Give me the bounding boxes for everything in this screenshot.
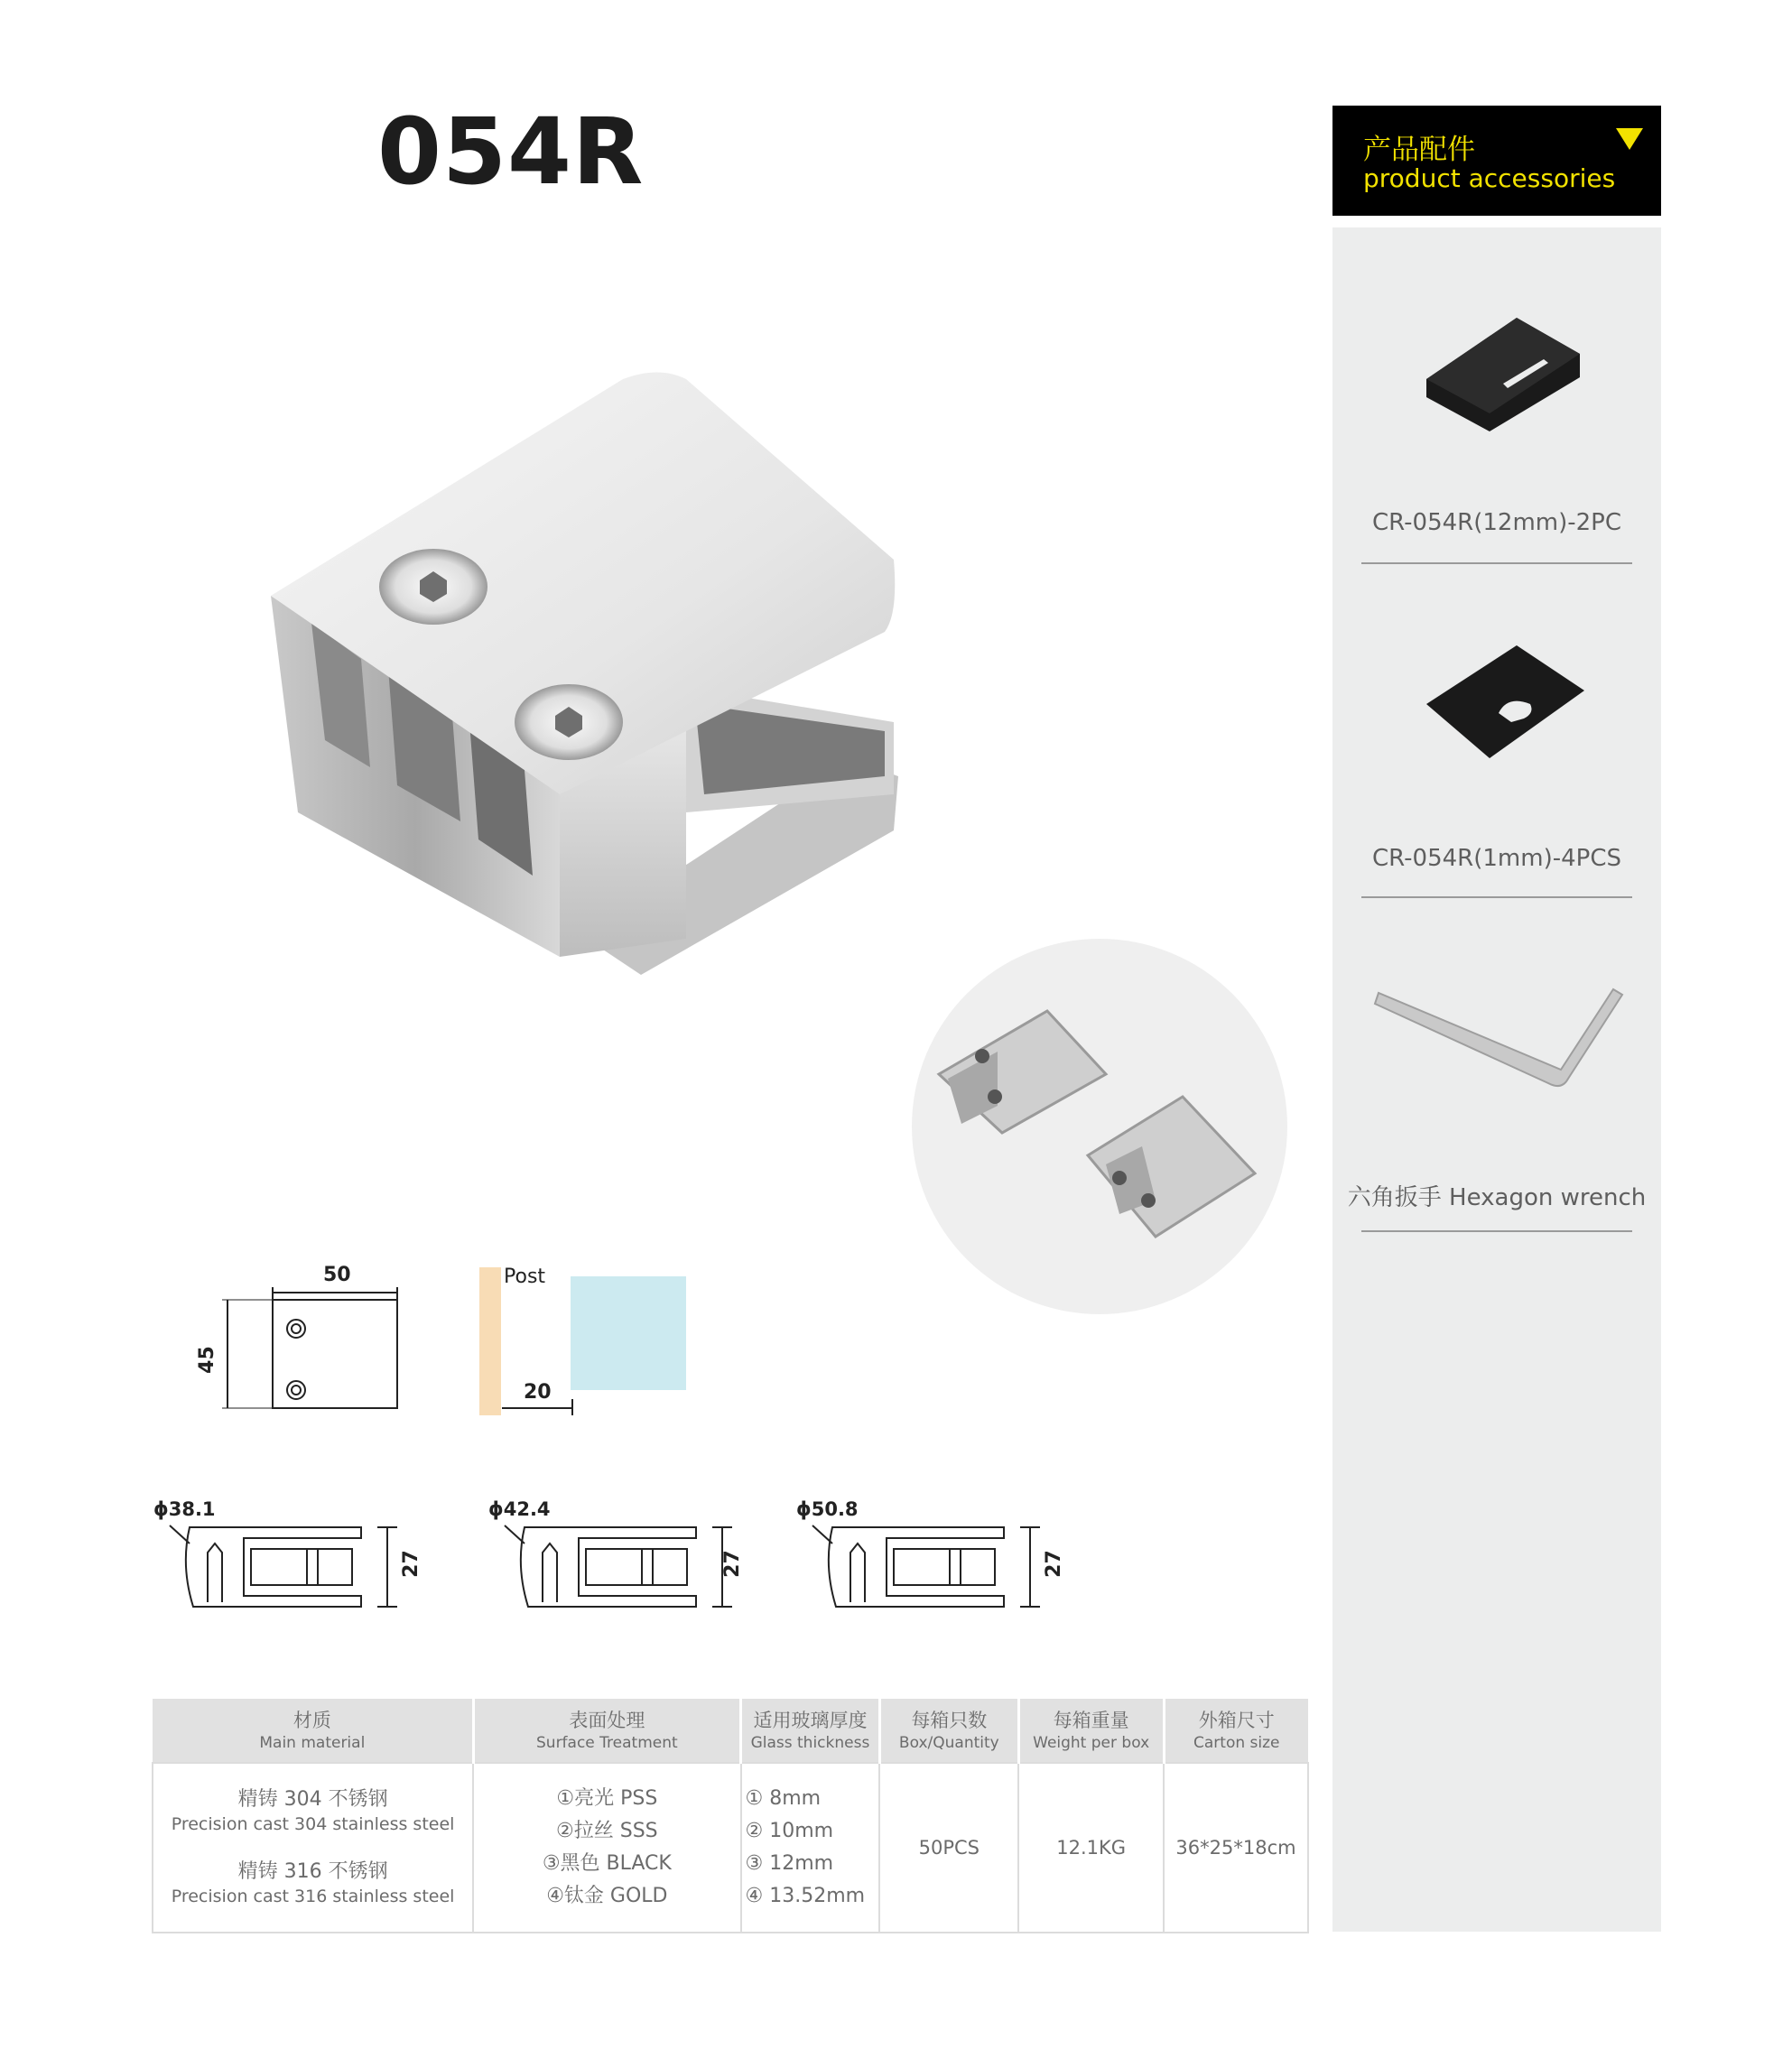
- pipe-section-drawing-1: [153, 1516, 406, 1616]
- accessory-label-3: 六角扳手 Hexagon wrench: [1347, 1184, 1647, 1211]
- header-carton-size: 外箱尺寸 Carton size: [1164, 1699, 1308, 1763]
- pipe-depth-label-3: 27: [1042, 1550, 1065, 1578]
- header-weight: 每箱重量 Weight per box: [1018, 1699, 1164, 1763]
- accessory-label-2: CR-054R(1mm)-4PCS: [1372, 845, 1621, 872]
- height-dimension-label: 45: [195, 1346, 218, 1374]
- clamp-insert-parts-image: [912, 939, 1287, 1314]
- header-box-quantity: 每箱只数 Box/Quantity: [879, 1699, 1018, 1763]
- header-surface: 表面处理 Surface Treatment: [473, 1699, 740, 1763]
- offset-dimension-label: 20: [524, 1381, 552, 1404]
- thin-gasket-icon: [1417, 632, 1589, 776]
- cell-material: 精铸 304 不锈钢 Precision cast 304 stainless steel 精铸 316 不锈钢 Precision cast 316 stainless steel: [153, 1763, 473, 1933]
- cell-weight: 12.1KG: [1018, 1763, 1164, 1933]
- pipe-diameter-label-3: ϕ50.8: [796, 1498, 859, 1520]
- accessories-title-cn: 产品配件: [1363, 134, 1475, 166]
- pipe-section-drawing-2: [488, 1516, 741, 1616]
- pipe-diameter-label-2: ϕ42.4: [488, 1498, 551, 1520]
- accessory-divider-2: [1361, 896, 1632, 898]
- cell-glass-thickness: ① 8mm ② 10mm ③ 12mm ④ 13.52mm: [741, 1763, 880, 1933]
- triangle-down-icon: [1616, 128, 1643, 150]
- width-dimension-label: 50: [323, 1264, 351, 1286]
- header-material: 材质 Main material: [153, 1699, 473, 1763]
- pipe-diameter-label-1: ϕ38.1: [153, 1498, 216, 1520]
- header-glass-thickness: 适用玻璃厚度 Glass thickness: [741, 1699, 880, 1763]
- product-model-title: 054R: [377, 98, 645, 206]
- accessory-divider-1: [1361, 562, 1632, 564]
- specification-table: [152, 1699, 1309, 1933]
- accessory-divider-3: [1361, 1230, 1632, 1232]
- glass-panel-illustration: [571, 1276, 686, 1390]
- glass-clamp-product-image: [262, 361, 912, 1011]
- offset-dimension-line: [498, 1399, 580, 1417]
- accessory-label-1: CR-054R(12mm)-2PC: [1371, 509, 1622, 536]
- pipe-depth-label-1: 27: [399, 1550, 422, 1578]
- accessories-title-en: product accessories: [1363, 163, 1616, 193]
- pipe-section-drawing-3: [796, 1516, 1049, 1616]
- post-bar: [479, 1267, 501, 1415]
- cell-surface: ①亮光 PSS ②拉丝 SSS ③黑色 BLACK ④钛金 GOLD: [473, 1763, 740, 1933]
- cell-carton-size: 36*25*18cm: [1164, 1763, 1308, 1933]
- thick-gasket-icon: [1417, 298, 1589, 442]
- post-label: Post: [504, 1266, 546, 1288]
- front-view-dimension-drawing: [190, 1264, 424, 1426]
- pipe-depth-label-2: 27: [720, 1550, 744, 1578]
- hex-wrench-icon: [1368, 984, 1639, 1101]
- cell-box-quantity: 50PCS: [879, 1763, 1018, 1933]
